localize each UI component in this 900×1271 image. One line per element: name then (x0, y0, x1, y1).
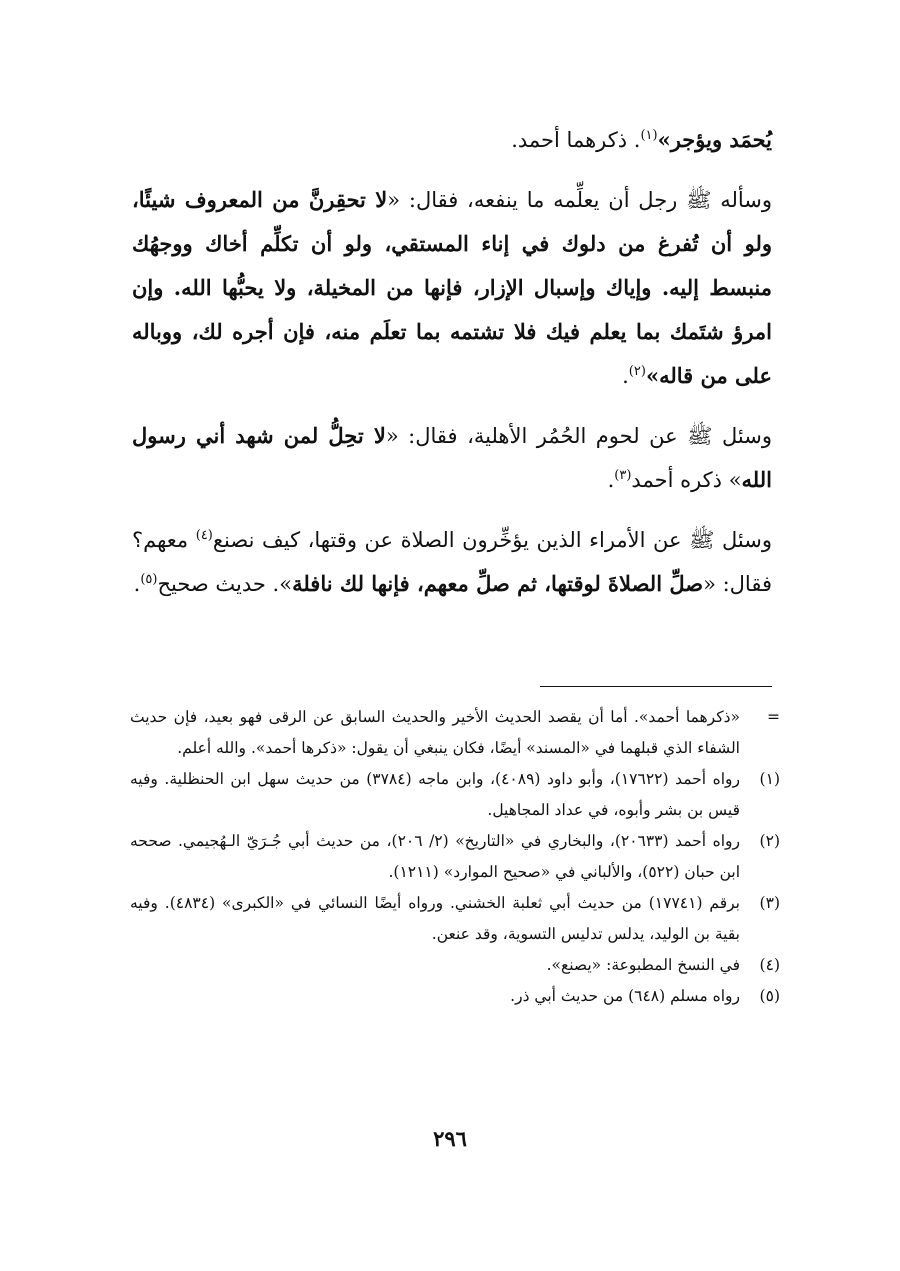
footnote-3 (130, 888, 780, 950)
paragraph-text: . (133, 572, 141, 596)
footnote-number: (٥) (759, 987, 780, 1005)
footnote-text: «ذكرهما أحمد». أما أن يقصد الحديث الأخير والحديث السابق عن الرقى فهو بعيد، فإن حديث الشفاء الذي قبلهما في «المسند» أيضًا، فكان ينبغي أن يقول: «ذكرها أحمد». والله أعلم. (130, 708, 740, 757)
paragraph-text: . ذكرهما أحمد. (511, 128, 641, 152)
paragraph-text: معهم؟ فقال: « (132, 528, 772, 596)
footnote-number: (٤) (759, 956, 780, 974)
footnote-text: برقم (١٧٧٤١) من حديث أبي ثعلبة الخشني. ورواه أيضًا النسائي في «الكبرى» (٤٨٣٤). وفيه بقية بن الوليد، يدلس تدليس التسوية، وقد عنعن. (130, 894, 740, 943)
paragraph-text: ». حديث صحيح (157, 572, 293, 596)
footnote-text: رواه أحمد (١٧٦٢٢)، وأبو داود (٤٠٨٩)، وابن ماجه (٣٧٨٤) من حديث سهل ابن الحنظلية. وفيه قيس بن بشر وأبوه، في عداد المجاهيل. (130, 770, 740, 819)
paragraph-text: . (607, 468, 615, 492)
footnote-text: رواه مسلم (٦٤٨) من حديث أبي ذر. (510, 987, 740, 1005)
footnotes (130, 702, 780, 1012)
paragraph-text: » ذكره أحمد (631, 468, 742, 492)
footnote-ref[interactable]: (٤) (195, 528, 213, 543)
footnote-2 (130, 826, 780, 888)
quote-text: يُحمَد ويؤجر» (657, 127, 772, 152)
footnote-number: (١) (759, 770, 780, 788)
paragraph-text: . (622, 364, 629, 388)
footnote-ref[interactable]: (٥) (140, 572, 158, 587)
footnote-text: رواه أحمد (٢٠٦٣٣)، والبخاري في «التاريخ» (٢/ ٢٠٦)، من حديث أبي جُـرَيّ الـهُجيمي. صححه ابن حبان (٥٢٢)، والألباني في «صحيح الموارد» (١٢١١). (130, 832, 740, 881)
page-number: ٢٩٦ (433, 1126, 467, 1151)
paragraph-text: وسئل ﷺ عن لحوم الحُمُر الأهلية، فقال: « (385, 424, 772, 448)
footnote-number: (٢) (759, 832, 780, 850)
footnote-continuation (130, 702, 780, 764)
footnote-ref[interactable]: (١) (640, 128, 658, 143)
quote-text: صلِّ الصلاةَ لوقتها، ثم صلِّ معهم، فإنها لك نافلة (292, 571, 704, 596)
quote-close: » (645, 363, 660, 388)
paragraph-text: وسأله ﷺ رجل أن يعلِّمه ما ينفعه، فقال: « (387, 188, 772, 212)
paragraph-1 (132, 118, 772, 162)
footnote-number: (٣) (759, 894, 780, 912)
footnote-1 (130, 764, 780, 826)
footnote-number: = (767, 708, 780, 726)
footnote-4 (130, 950, 780, 981)
footnote-5 (130, 981, 780, 1012)
footnote-separator (540, 686, 772, 687)
paragraph-4 (132, 518, 772, 606)
paragraph-3 (132, 414, 772, 502)
paragraph-text: وسئل ﷺ عن الأمراء الذين يؤخِّرون الصلاة عن وقتها، كيف نصنع (212, 528, 772, 552)
footnote-ref[interactable]: (٢) (628, 364, 646, 379)
footnote-text: في النسخ المطبوعة: «يصنع». (546, 956, 740, 974)
footnote-ref[interactable]: (٣) (614, 468, 632, 483)
main-text (132, 118, 772, 622)
quote-text: لا تحِلُّ لمن شهد أني رسول الله (132, 423, 772, 492)
paragraph-2 (132, 178, 772, 398)
quote-text: لا تحقِرنَّ من المعروف شيئًا، ولو أن تُفرغ من دلوك في إناء المستقي، ولو أن تكلِّم أخاك ووجهُك منبسط إليه. وإياك وإسبال الإزار، فإنها من المخيلة، ولا يحبُّها الله. وإن امرؤ شتَمك بما يعلم فيك فلا تشتمه بما تعلَم منه، فإن أجره لك، ووباله على من قاله (132, 187, 772, 388)
